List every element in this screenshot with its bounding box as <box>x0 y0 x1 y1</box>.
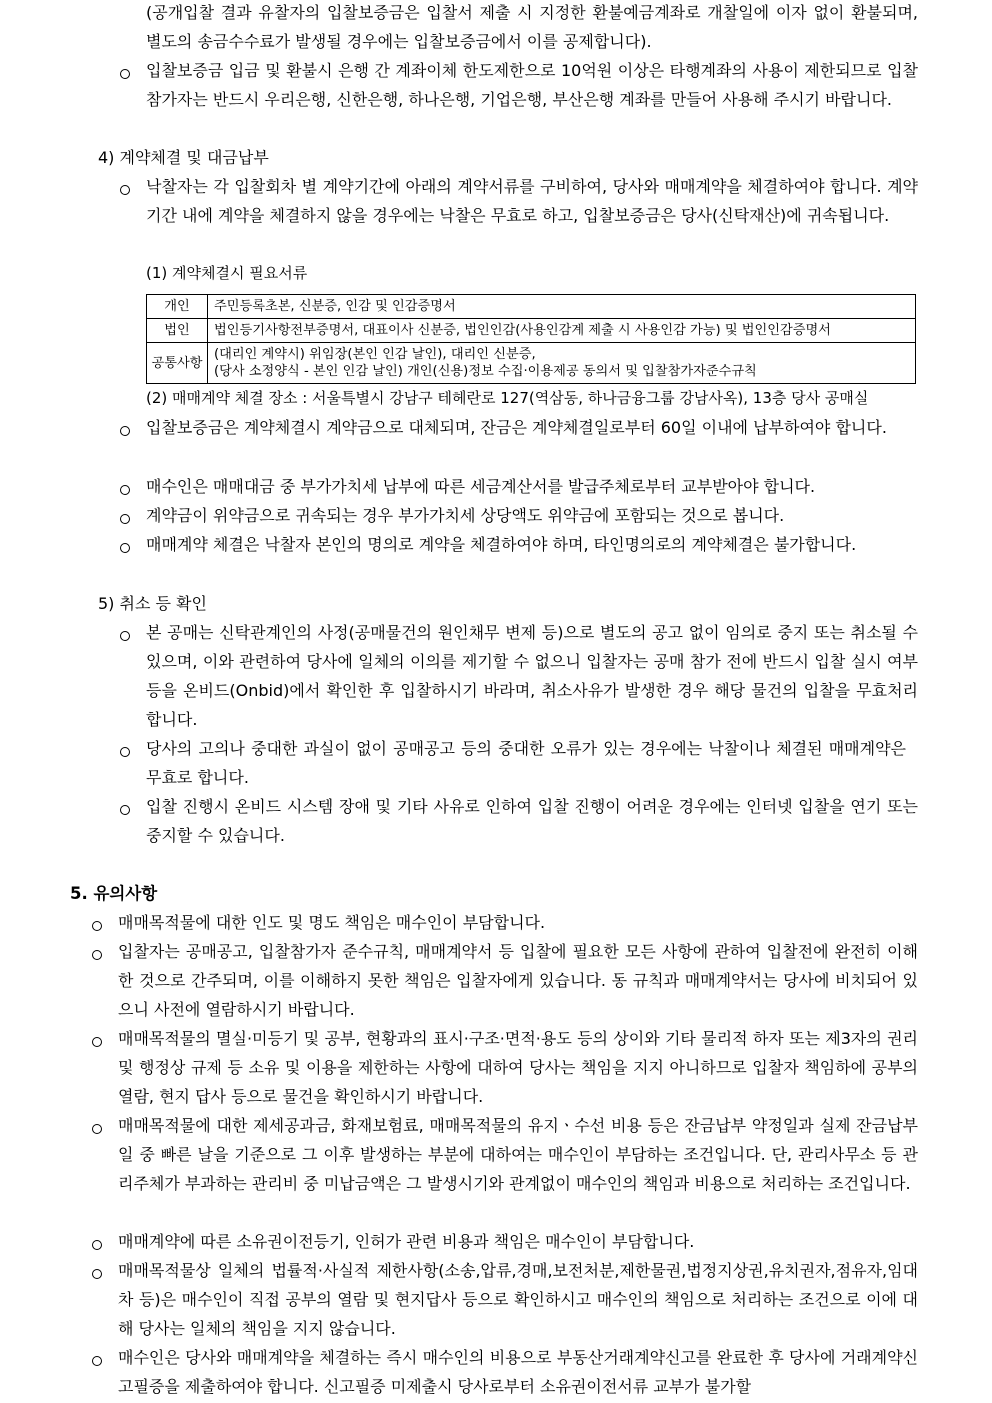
doc-type-cell: 개인 <box>147 295 208 319</box>
bullet-circle-icon <box>118 417 132 431</box>
doc-list-cell: 주민등록초본, 신분증, 인감 및 인감증명서 <box>208 295 916 319</box>
deposit-balance-note: 입찰보증금은 계약체결시 계약금으로 대체되며, 잔금은 계약체결일로부터 60일 이내에 납부하여야 합니다. <box>146 418 887 437</box>
transaction-report-note: 매수인은 당사와 매매계약을 체결하는 즉시 매수인의 비용으로 부동산거래계약신고를 완료한 후 당사에 거래계약신고필증을 제출하여야 합니다. 신고필증 미제출시 당사로부터 소유권이전서류 교부가 불가할 <box>118 1348 918 1396</box>
refund-paragraph: (공개입찰 결과 유찰자의 입찰보증금은 입찰서 제출 시 지정한 환불예금계좌로 개찰일에 이자 없이 환불되며, 별도의 송금수수료가 발생될 경우에는 입찰보증금에서 이를 공제합니다). <box>146 3 918 51</box>
doc-type-cell: 공통사항 <box>147 343 208 384</box>
contract-heading: 4) 계약체결 및 대금납부 <box>98 148 269 167</box>
bullet-circle-icon <box>90 941 104 955</box>
required-docs-table <box>146 294 916 384</box>
doc-list-line: (당사 소정양식 - 본인 인감 날인) 개인(신용)정보 수집·이용제공 동의서 및 입찰참가자준수규칙 <box>214 364 757 379</box>
required-docs-title: (1) 계약체결시 필요서류 <box>146 264 308 282</box>
table-row <box>147 295 916 319</box>
bullet-circle-icon <box>90 1028 104 1042</box>
bullet-circle-icon <box>90 912 104 926</box>
bullet-circle-icon <box>90 1115 104 1129</box>
physical-defect-note: 매매목적물의 멸실·미등기 및 공부, 현황과의 표시·구조·면적·용도 등의 상이와 기타 물리적 하자 또는 제3자의 권리 및 행정상 규제 등 소유 및 이용을 제한하는 사항에 대하여 당사는 책임을 지지 아니하므로 입찰자 책임하에 공부의 열람, 현지 답사 등으로 물건을 확인하시기 바랍니다. <box>118 1029 918 1106</box>
bullet-circle-icon <box>118 534 132 548</box>
bidder-understanding-note: 입찰자는 공매공고, 입찰참가자 준수규칙, 매매계약서 등 입찰에 필요한 모든 사항에 관하여 입찰전에 완전히 이해한 것으로 간주되며, 이를 이해하지 못한 책임은 입찰자에게 있습니다. 동 규칙과 매매계약서는 당사에 비치되어 있으니 사전에 열람하시기 바랍니다. <box>118 942 918 1019</box>
cancel-heading: 5) 취소 등 확인 <box>98 594 207 613</box>
notes-heading: 5. 유의사항 <box>70 884 158 903</box>
doc-list-cell <box>208 343 916 384</box>
contract-deadline-note: 낙찰자는 각 입찰회차 별 계약기간에 아래의 계약서류를 구비하여, 당사와 매매계약을 체결하여야 합니다. 계약기간 내에 계약을 체결하지 않을 경우에는 낙찰은 무효로 하고, 입찰보증금은 당사(신탁재산)에 귀속됩니다. <box>146 177 918 225</box>
penalty-vat-note: 계약금이 위약금으로 귀속되는 경우 부가가치세 상당액도 위약금에 포함되는 것으로 봅니다. <box>146 506 785 525</box>
bullet-circle-icon <box>118 796 132 810</box>
doc-type-cell: 법인 <box>147 319 208 343</box>
bullet-circle-icon <box>118 622 132 636</box>
bullet-circle-icon <box>118 476 132 490</box>
system-failure-note: 입찰 진행시 온비드 시스템 장애 및 기타 사유로 인하여 입찰 진행이 어려운 경우에는 인터넷 입찰을 연기 또는 중지할 수 있습니다. <box>146 797 918 845</box>
bullet-circle-icon <box>118 505 132 519</box>
bank-transfer-note: 입찰보증금 입금 및 환불시 은행 간 계좌이체 한도제한으로 10억원 이상은 타행계좌의 사용이 제한되므로 입찰참가자는 반드시 우리은행, 신한은행, 하나은행, 기업은행, 부산은행 계좌를 만들어 사용해 주시기 바랍니다. <box>146 61 918 109</box>
contract-place: (2) 매매계약 체결 장소 : 서울특별시 강남구 테헤란로 127(역삼동, 하나금융그룹 강남사옥), 13층 당사 공매실 <box>146 389 869 407</box>
table-row <box>147 319 916 343</box>
cancel-auction-note: 본 공매는 신탁관계인의 사정(공매물건의 원인채무 변제 등)으로 별도의 공고 없이 임의로 중지 또는 취소될 수 있으며, 이와 관련하여 당사에 일체의 이의를 제기할 수 없으니 입찰자는 공매 참가 전에 반드시 입찰 실시 여부 등을 온비드(Onbid)에서 확인한 후 입찰하시기 바라며, 취소사유가 발생한 경우 해당 물건의 입찰을 무효처리 합니다. <box>146 623 918 729</box>
registration-cost-note: 매매계약에 따른 소유권이전등기, 인허가 관련 비용과 책임은 매수인이 부담합니다. <box>118 1232 695 1251</box>
delivery-note: 매매목적물에 대한 인도 및 명도 책임은 매수인이 부담합니다. <box>118 913 546 932</box>
bullet-circle-icon <box>90 1231 104 1245</box>
own-name-contract-note: 매매계약 체결은 낙찰자 본인의 명의로 계약을 체결하여야 하며, 타인명의로의 계약체결은 불가합니다. <box>146 535 857 554</box>
bullet-circle-icon <box>118 60 132 74</box>
legal-restriction-note: 매매목적물상 일체의 법률적·사실적 제한사항(소송,압류,경매,보전처분,제한물권,법정지상권,유치권자,점유자,임대차 등)은 매수인이 직접 공부의 열람 및 현지답사 등으로 확인하시고 매수인의 책임으로 처리하는 조건으로 이에 대해 당사는 일체의 책임을 지지 않습니다. <box>118 1261 918 1338</box>
void-contract-note: 당사의 고의나 중대한 과실이 없이 공매공고 등의 중대한 오류가 있는 경우에는 낙찰이나 체결된 매매계약은 무효로 합니다. <box>146 739 906 787</box>
doc-list-cell: 법인등기사항전부증명서, 대표이사 신분증, 법인인감(사용인감계 제출 시 사용인감 가능) 및 법인인감증명서 <box>208 319 916 343</box>
bullet-circle-icon <box>90 1260 104 1274</box>
bullet-circle-icon <box>118 176 132 190</box>
bullet-circle-icon <box>90 1347 104 1361</box>
table-row <box>147 343 916 384</box>
bullet-circle-icon <box>118 738 132 752</box>
doc-list-line: (대리인 계약시) 위임장(본인 인감 날인), 대리인 신분증, <box>214 347 536 362</box>
taxes-costs-note: 매매목적물에 대한 제세공과금, 화재보험료, 매매목적물의 유지ㆍ수선 비용 등은 잔금납부 약정일과 실제 잔금납부일 중 빠른 날을 기준으로 그 이후 발생하는 부분에 대하여는 매수인이 부담하는 조건입니다. 단, 관리사무소 등 관리주체가 부과하는 관리비 중 미납금액은 그 발생시기와 관계없이 매수인의 책임과 비용으로 처리하는 조건입니다. <box>118 1116 918 1193</box>
tax-invoice-note: 매수인은 매매대금 중 부가가치세 납부에 따른 세금계산서를 발급주체로부터 교부받아야 합니다. <box>146 477 816 496</box>
